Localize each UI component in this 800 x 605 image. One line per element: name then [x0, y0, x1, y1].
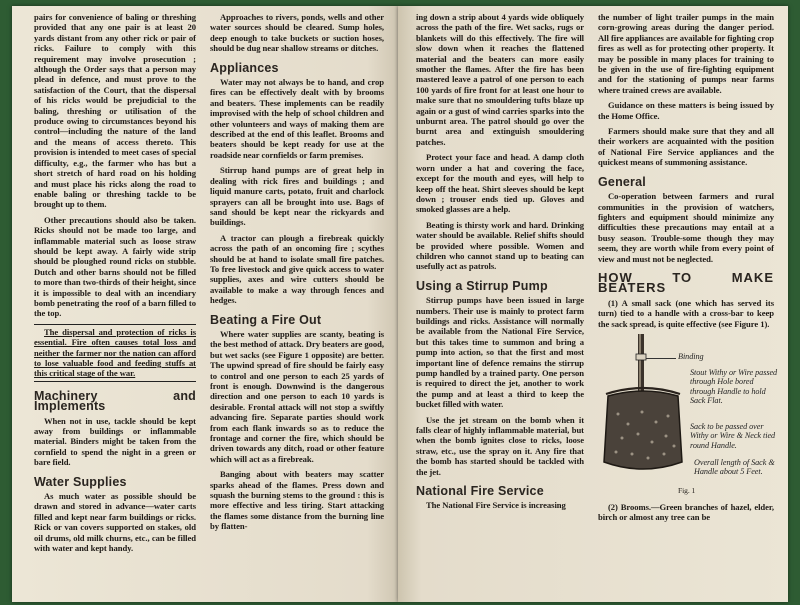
paragraph: The National Fire Service is increasing [426, 500, 566, 511]
right-page-column-2 [590, 12, 788, 602]
paragraph: Water may not always be to hand, and crop fires can be effectively dealt with by brooms and beaters. These implements can be readily improvised with the help of school children and other volunteers and ways of making them are described at the end of this leaflet. Brooms and beaters should be kept ready for use at the roadside near cornfields or farm premises. [210, 77, 384, 160]
figure-1-beater-diagram [598, 334, 778, 496]
booklet-spread [12, 6, 788, 602]
leader-line [646, 358, 676, 359]
paragraph: ing down a strip about 4 yards wide obliquely across the path of the fire. Wet sacks, rugs or blankets will do this effectively. The fire will slow down when it reaches the flattened material and the beaters can more easily smother the flames. After the fire has been mastered leave a patrol of one person to each 100 yards of fire front for at least one hour to make sure that no smouldering tufts blaze up again or a gust of wind carries sparks into the unburnt area. The patrol should go over the burnt area and extinguish smouldering patches. [416, 12, 584, 147]
paragraph: Co-operation between farmers and rural communities in the provision of watchers, fighters and equipment should minimize any difficulties these precautions may entail at a busy season. Trouble-some though they may seem, they are worth while from every point of view and must not be neglected. [598, 191, 774, 264]
section-heading-national-fire-service: National Fire Service [416, 484, 544, 499]
right-page-column-1 [398, 12, 590, 602]
paragraph: (1) A small sack (one which has served its turn) tied to a handle with a cross-bar to keep the sack spread, is quite effective (see Figure 1). [598, 297, 774, 329]
paragraph: Other precautions should also be taken. Ricks should not be made too large, and inflammable material such as loose straw should be kept away. A fairly wide strip should be ploughed round ricks on stubble. Dutch and other barns should not be filled to more than two-thirds of their height, since it is impossible to deal with an incendiary bomb penetrating the roof of a barn filled to the top. [34, 214, 196, 319]
emphasis-box [34, 324, 196, 382]
paragraph: Farmers should make sure that they and all their workers are acquainted with the position of National Fire Service appliances and the quickest means of summoning assistance. [598, 126, 774, 168]
paragraph: Beating is thirsty work and hard. Drinking water should be available. Relief shifts should be provided where possible. Women and children who cannot stand up to beating can usefully act as patrols. [416, 219, 584, 272]
section-heading-appliances: Appliances [210, 60, 279, 75]
paragraph: Approaches to rivers, ponds, wells and other water sources should be cleared. Sump holes, deep enough to take buckets or suction hoses, should be dug near shallow streams or ditches. [210, 12, 384, 54]
paragraph: A tractor can plough a firebreak quickly across the path of an oncoming fire ; scythes should be at hand to isolate small fire patches. To free livestock and give quick access to water supplies, axes and wire cutters should be available to make a way through fences and hedges. [210, 232, 384, 306]
figure-label-binding: Binding [678, 351, 704, 361]
emphasis-paragraph: The dispersal and protection of ricks is essential. Fire often causes total loss and neither the farmer nor the nation can afford to lose valuable food and feeding stuffs at this critical stage of the war. [34, 326, 196, 379]
figure-label-length: Overall length of Sack & Handle about 5 Feet. [694, 457, 775, 477]
section-heading-how-to-make-beaters: HOW TO MAKE BEATERS [598, 269, 774, 296]
figure-label-sack: Sack to be passed over Withy or Wire & Neck tied round Handle. [690, 421, 776, 450]
paragraph: Stirrup pumps have been issued in large numbers. Their use is mainly to protect farm buildings and ricks. Assistance will normally be available from the National Fire Service, but this takes time to summon and bring a pump into action, so that the first and most important line of defence remains the stirrup pump handled by a trained party. One person is required to direct the jet, another to work the pump and at least a third to keep the bucket filled with water. [416, 295, 584, 410]
sack-beater-illustration [598, 334, 688, 484]
section-heading-beating: Beating a Fire Out [210, 312, 322, 327]
section-heading-machinery: Machinery and Implements [34, 388, 196, 414]
paragraph: (2) Brooms.—Green branches of hazel, elder, birch or almost any tree can be [598, 501, 774, 523]
section-heading-water-supplies: Water Supplies [34, 474, 127, 489]
paragraph: Use the jet stream on the bomb when it falls clear of highly inflammable material, but when the bomb ignites close to ricks, loose straw, etc., use the spray on it. Any fire that the bomb has started should be tackled with the jet. [416, 414, 584, 477]
paragraph: Where water supplies are scanty, beating is the best method of attack. Dry beaters are good, but wet sacks (see Figure 1 opposite) are better. The upwind spread of fire should be fairly easy to control and one person to each 25 yards of front is enough. Downwind is the dangerous direction and one person to each 10 yards is desirable. Frontal attack will not stop a swiftly advancing fire. Separate parties should work from each flank inwards so as to reduce the frontage and corner the fire, which should be driven towards any ditch, road or other feature which will act as a firebreak. [210, 328, 384, 464]
paragraph: the number of light trailer pumps in the main corn-growing areas during the danger period. All fire appliances are available for fighting crop fires as well as for protecting other property. It may be possible in many places for training to be given in the use of fire-fighting equipment and for the stationing of pumps near farms where trained crews are available. [598, 12, 774, 95]
paragraph: Guidance on these matters is being issued by the Home Office. [598, 100, 774, 121]
paragraph: Banging about with beaters may scatter sparks ahead of the flames. Press down and squash the burning stems to the ground : this is more effective and less tiring. Start attacking the flames some distance from the burning line by flatten- [210, 469, 384, 532]
figure-label-withy: Stout Withy or Wire passed through Hole bored through Handle to hold Sack Flat. [690, 367, 778, 406]
paragraph: As much water as possible should be drawn and stored in advance—water carts filled and kept near farm buildings or ricks. Rick or van covers supported on stakes, old oil drums, old milk churns, etc., can be filled with water and kept handy. [34, 491, 196, 554]
paragraph: When not in use, tackle should be kept away from buildings or inflammable material. Binders might be taken from the cornfield to spend the night in a green or bare field. [34, 415, 196, 468]
right-page [398, 6, 788, 602]
section-heading-stirrup-pump: Using a Stirrup Pump [416, 278, 548, 293]
section-heading-general: General [598, 174, 646, 189]
paragraph: Protect your face and head. A damp cloth worn under a hat and covering the face, except for the mouth and eyes, will help to keep off the heat. Shirt sleeves should be kept down ; trouser ends tied up. Gloves and smoked glasses are a help. [416, 152, 584, 215]
figure-caption: Fig. 1 [678, 485, 696, 495]
left-page-column-2 [202, 12, 398, 602]
paragraph: Stirrup hand pumps are of great help in dealing with rick fires and buildings ; and liquid manure carts, potato, fruit and charlock sprayers can all be brought into use. Bags of sand should be kept near the rickyards and buildings. [210, 165, 384, 228]
left-page [12, 6, 398, 602]
paragraph: pairs for convenience of baling or threshing provided that any one pair is at least 20 yards distant from any other rick or pair of ricks. Failure to comply with this requirement may involve prosecution ; although the Order says that a person may plead in defence, and must prove to the satisfaction of the Court, that the dispersal of his ricks would be prejudicial to the baling, threshing or utilisation of the produce owing to circumstances beyond his control—including the nature of the land and the means of access thereto. This provision is intended to meet cases of special difficulty, e.g., the farmer who has but a short stretch of hard road on his holding and must place his ricks along the road to enable baling or threshing tackle to be brought up to them. [34, 12, 196, 210]
left-page-column-1 [12, 12, 202, 602]
